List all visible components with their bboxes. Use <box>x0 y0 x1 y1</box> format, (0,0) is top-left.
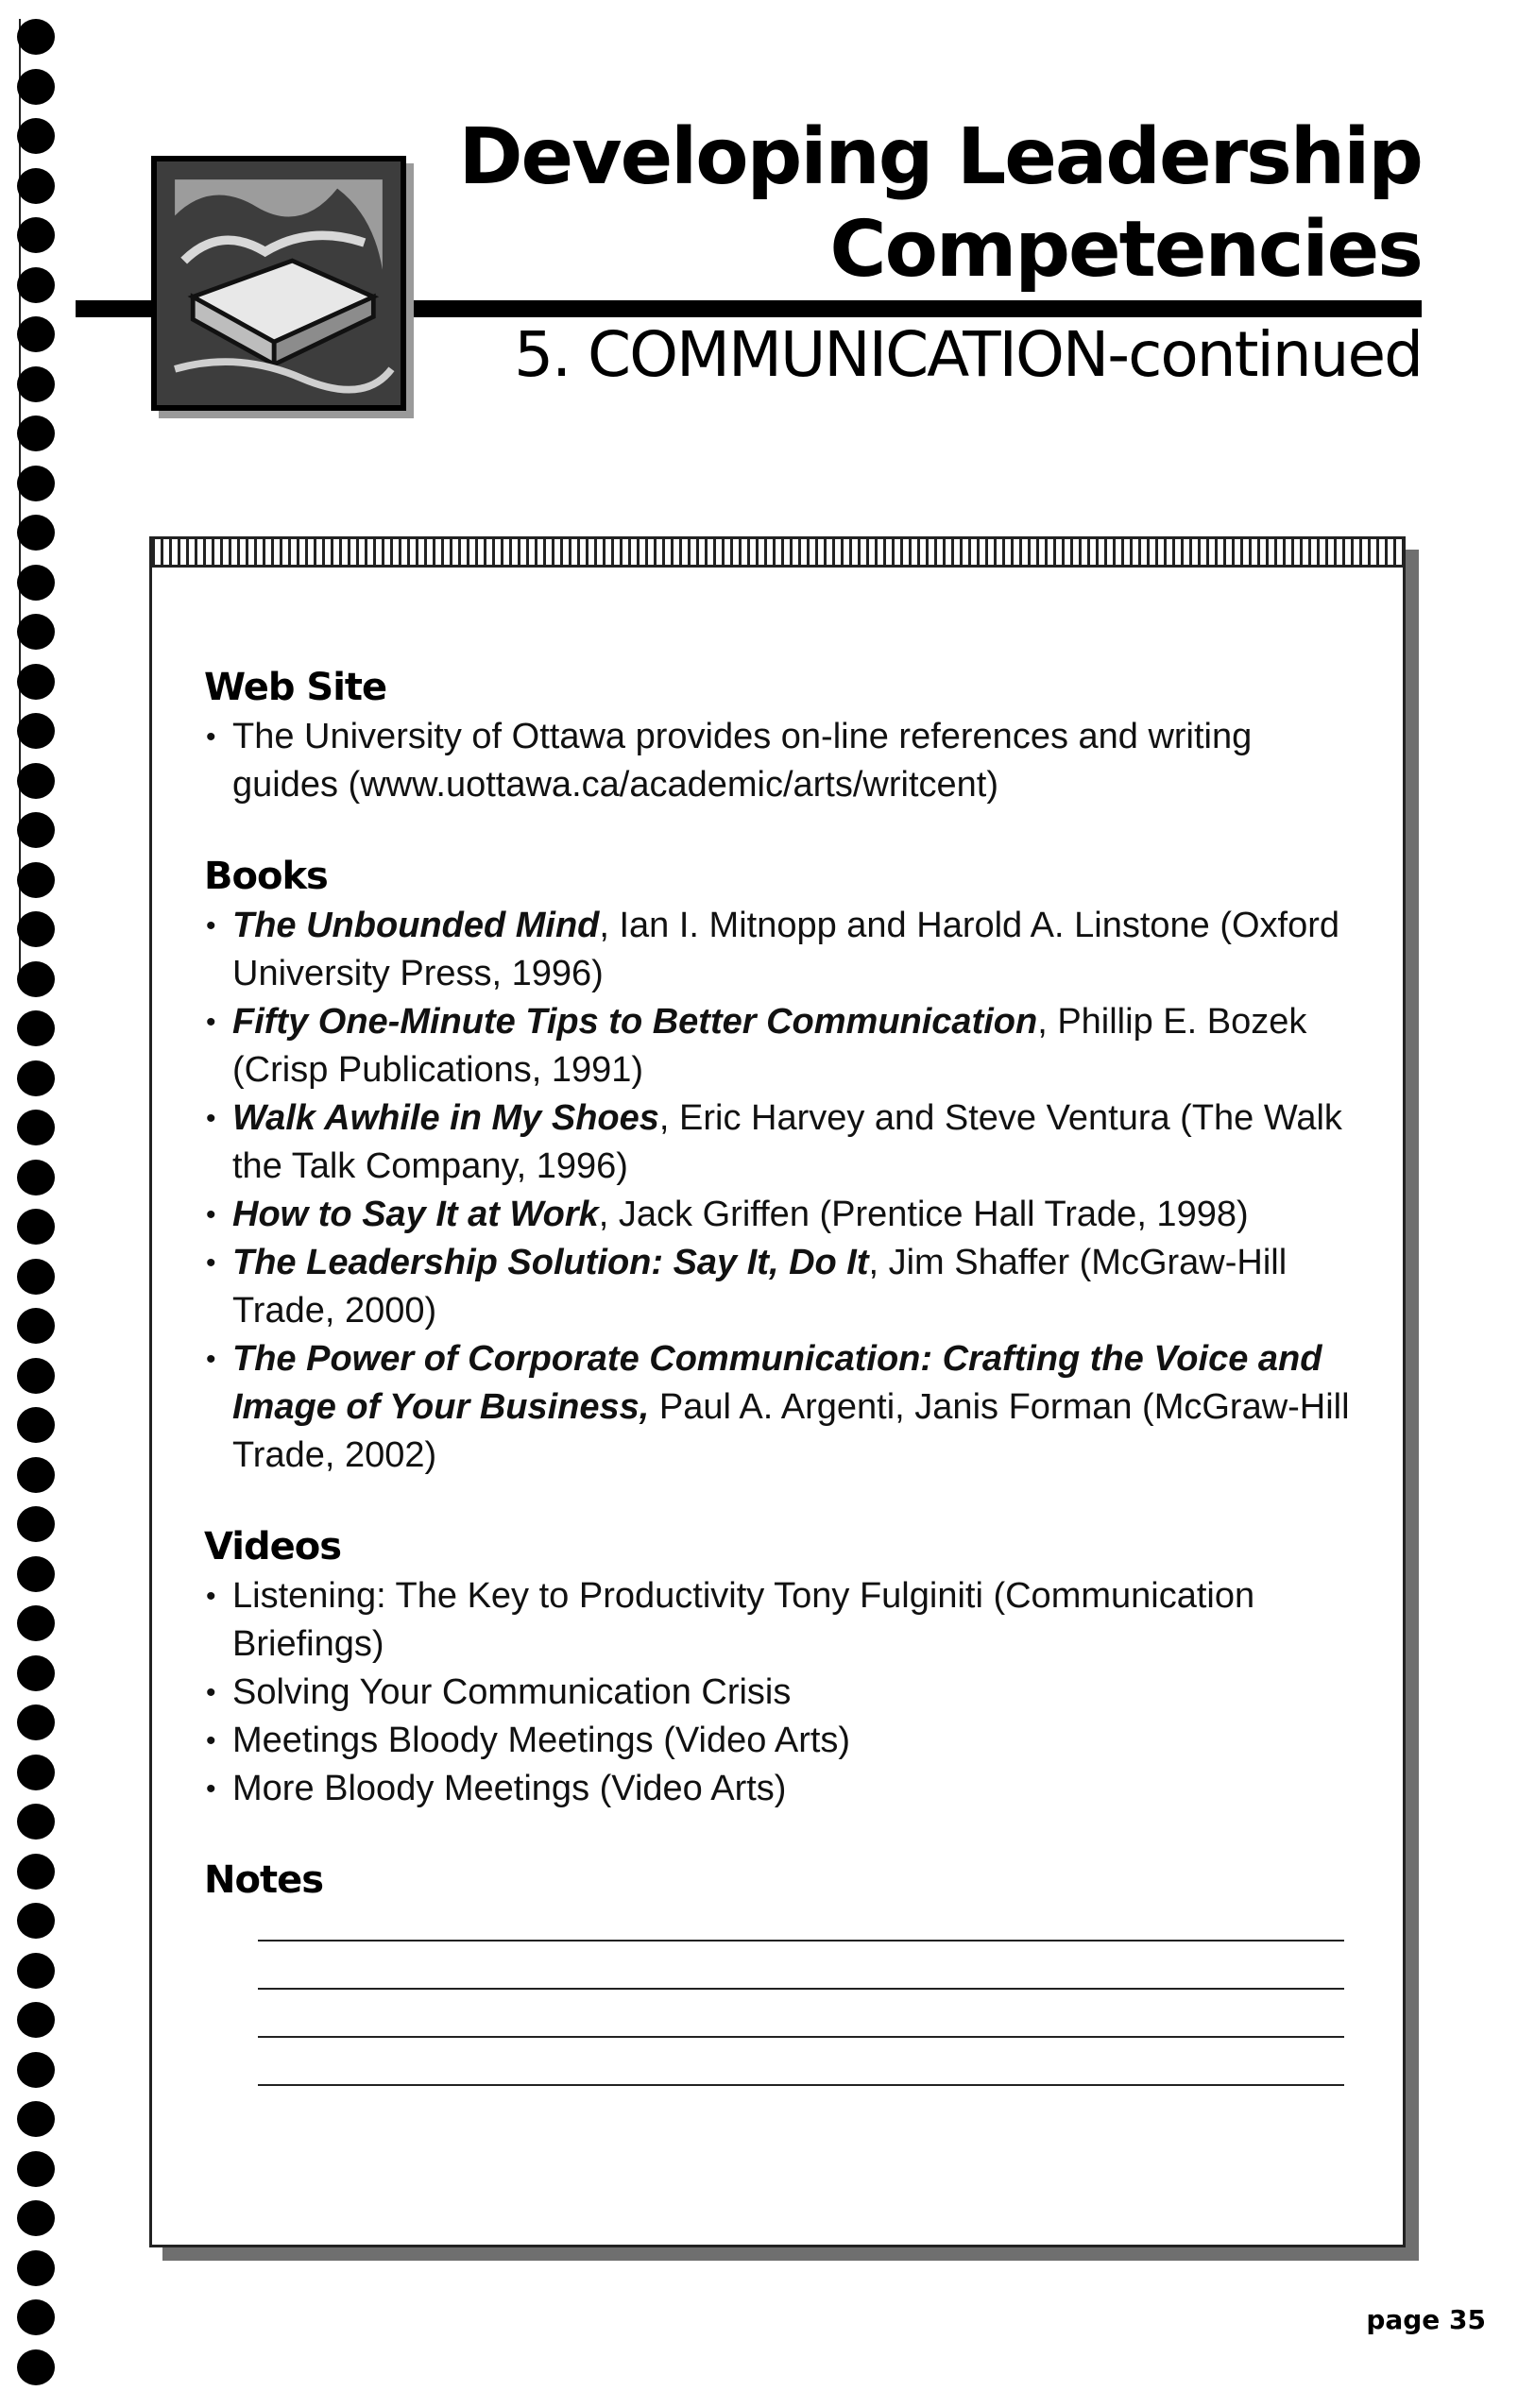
book-details: , Phillip E. Bozek (Crisp Publications, 1991) <box>232 1002 1307 1090</box>
binding-hole <box>17 2299 55 2335</box>
page-title <box>458 111 1422 297</box>
binding-hole <box>17 69 55 105</box>
website-list <box>204 713 1356 809</box>
binding-hole <box>17 713 55 749</box>
book-title: The Unbounded Mind <box>232 906 600 945</box>
binding-hole <box>17 366 55 402</box>
binding-hole <box>17 168 55 204</box>
binding-hole <box>17 515 55 551</box>
book-title: How to Say It at Work <box>232 1195 599 1234</box>
title-line-2: Competencies <box>829 205 1422 295</box>
title-line-1: Developing Leadership <box>458 112 1422 202</box>
note-line <box>258 1940 1344 1942</box>
book-details: , Jim Shaffer (McGraw-Hill Trade, 2000) <box>232 1243 1288 1331</box>
binding-hole <box>17 2200 55 2236</box>
binding-hole <box>17 1407 55 1443</box>
book-title: Fifty One-Minute Tips to Better Communication <box>232 1002 1038 1042</box>
binding-hole <box>17 1010 55 1046</box>
panel-spiral-strip <box>152 539 1403 568</box>
website-heading: Web Site <box>204 666 387 709</box>
binding-hole <box>17 1953 55 1989</box>
binding-hole <box>17 2151 55 2187</box>
binding-hole <box>17 1556 55 1592</box>
list-item: • Listening: The Key to Productivity Tony Fulginiti (Communication Briefings) <box>204 1572 1356 1669</box>
list-item <box>204 902 1356 998</box>
note-line <box>258 2036 1344 2038</box>
book-details: , Eric Harvey and Steve Ventura (The Walk the Talk Company, 1996) <box>232 1098 1342 1186</box>
binding-hole <box>17 2349 55 2385</box>
binding-hole <box>17 2052 55 2088</box>
list-item: • Solving Your Communication Crisis <box>204 1669 1356 1717</box>
book-details: Paul A. Argenti, Janis Forman (McGraw-Hill Trade, 2002) <box>232 1387 1350 1475</box>
binding-hole <box>17 1308 55 1344</box>
book-icon-graphic <box>157 161 401 405</box>
list-item <box>204 1094 1356 1191</box>
binding-hole <box>17 1804 55 1840</box>
list-item <box>204 1335 1356 1480</box>
binding-hole <box>17 1605 55 1641</box>
list-item: • Meetings Bloody Meetings (Video Arts) <box>204 1717 1356 1765</box>
binding-hole <box>17 1854 55 1890</box>
book-details: , Jack Griffen (Prentice Hall Trade, 1998) <box>598 1195 1249 1234</box>
notes-heading: Notes <box>204 1858 324 1902</box>
binding-hole <box>17 1506 55 1542</box>
binding-hole <box>17 614 55 650</box>
binding-hole <box>17 1209 55 1245</box>
list-item: • The University of Ottawa provides on-line references and writing guides (www.uottawa.ca/academic/arts/writcent) <box>204 713 1356 809</box>
binding-hole <box>17 267 55 303</box>
binding-hole <box>17 2101 55 2137</box>
book-on-drapery-icon <box>151 156 406 411</box>
binding-hole <box>17 862 55 898</box>
book-details: , Ian I. Mitnopp and Harold A. Linstone (Oxford University Press, 1996) <box>232 906 1340 993</box>
book-title: The Power of Corporate Communication: Crafting the Voice and Image of Your Business, <box>232 1339 1322 1427</box>
note-line <box>258 2084 1344 2086</box>
binding-hole <box>17 1457 55 1493</box>
content-body <box>204 662 1356 2132</box>
videos-heading: Videos <box>204 1525 342 1569</box>
notes-lines <box>204 1906 1356 2086</box>
binding-hole <box>17 19 55 55</box>
binding-hole <box>17 2002 55 2038</box>
binding-hole <box>17 1704 55 1740</box>
binding-hole <box>17 1655 55 1691</box>
binding-hole <box>17 2250 55 2286</box>
binding-hole <box>17 911 55 947</box>
section-subtitle: 5. COMMUNICATION-continued <box>514 318 1422 391</box>
binding-hole <box>17 1110 55 1145</box>
books-list <box>204 902 1356 1480</box>
books-heading: Books <box>204 855 328 898</box>
book-title: Walk Awhile in My Shoes <box>232 1098 659 1138</box>
binding-hole <box>17 1358 55 1394</box>
list-item <box>204 998 1356 1094</box>
book-title: The Leadership Solution: Say It, Do It <box>232 1243 869 1282</box>
list-item: • More Bloody Meetings (Video Arts) <box>204 1765 1356 1813</box>
binding-hole <box>17 316 55 352</box>
binding-hole <box>17 565 55 601</box>
page-number: page 35 <box>1366 2304 1486 2335</box>
binding-hole <box>17 466 55 501</box>
binding-hole <box>17 812 55 848</box>
videos-list <box>204 1572 1356 1813</box>
note-line <box>258 1988 1344 1990</box>
list-item <box>204 1191 1356 1239</box>
binding-hole <box>17 1060 55 1096</box>
binding-hole <box>17 664 55 700</box>
content-panel <box>149 536 1406 2247</box>
binding-hole <box>17 415 55 451</box>
list-item <box>204 1239 1356 1335</box>
spiral-binding <box>17 19 59 2399</box>
binding-hole <box>17 1160 55 1196</box>
binding-hole <box>17 1903 55 1939</box>
binding-hole <box>17 961 55 997</box>
binding-hole <box>17 217 55 253</box>
binding-hole <box>17 1755 55 1790</box>
binding-hole <box>17 1259 55 1295</box>
binding-hole <box>17 118 55 154</box>
binding-hole <box>17 763 55 799</box>
